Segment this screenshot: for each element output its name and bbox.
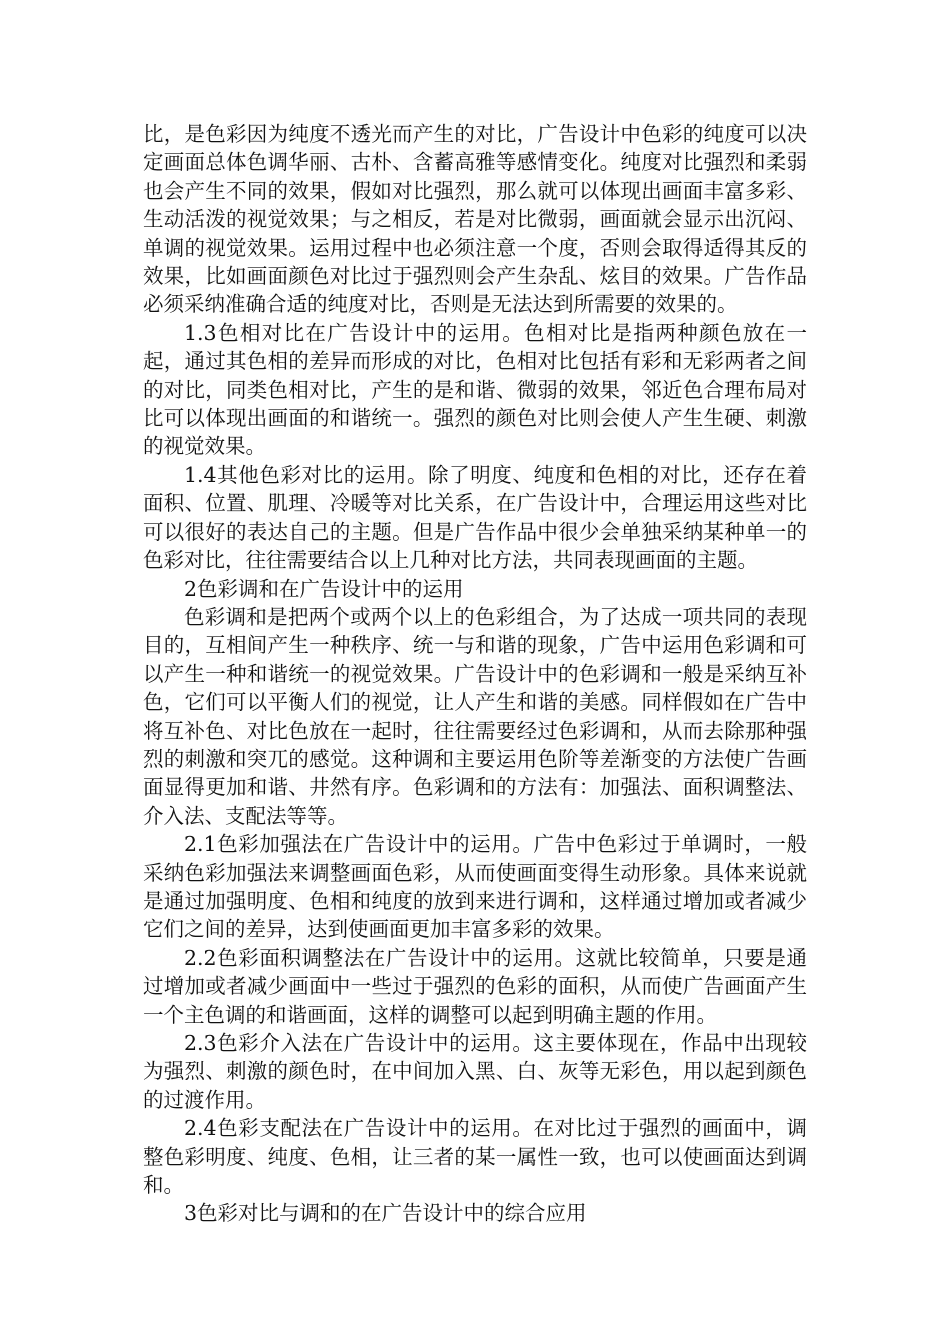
section-heading-combined-application: 3色彩对比与调和的在广告设计中的综合应用 (184, 1201, 587, 1226)
paragraph-enhancement-method: 2.1色彩加强法在广告设计中的运用。广告中色彩过于单调时，一般采纳色彩加强法来调整画面色彩，从而使画面变得生动形象。具体来说就是通过加强明度、色相和纯度的放到来进行调和，这样通过增加或者减少它们之间的差异，达到使画面更加丰富多彩的效果。 (143, 832, 807, 942)
paragraph-color-harmony: 色彩调和是把两个或两个以上的色彩组合，为了达成一项共同的表现目的，互相间产生一种秩序、统一与和谐的现象，广告中运用色彩调和可以产生一种和谐统一的视觉效果。广告设计中的色彩调和一般是采纳互补色，它们可以平衡人们的视觉，让人产生和谐的美感。同样假如在广告中将互补色、对比色放在一起时，往往需要经过色彩调和，从而去除那种强烈的刺激和突兀的感觉。这种调和主要运用色阶等差渐变的方法使广告画面显得更加和谐、井然有序。色彩调和的方法有：加强法、面积调整法、介入法、支配法等等。 (143, 604, 807, 828)
paragraph-hue-contrast: 1.3色相对比在广告设计中的运用。色相对比是指两种颜色放在一起，通过其色相的差异而形成的对比，色相对比包括有彩和无彩两者之间的对比，同类色相对比，产生的是和谐、微弱的效果，邻近色合理布局对比可以体现出画面的和谐统一。强烈的颜色对比则会使人产生生硬、刺激的视觉效果。 (143, 320, 807, 459)
paragraph-area-adjustment: 2.2色彩面积调整法在广告设计中的运用。这就比较简单，只要是通过增加或者减少画面中一些过于强烈的色彩的面积，从而使广告画面产生一个主色调的和谐画面，这样的调整可以起到明确主题的作用。 (143, 945, 807, 1027)
paragraph-dominance-method: 2.4色彩支配法在广告设计中的运用。在对比过于强烈的画面中，调整色彩明度、纯度、色相，让三者的某一属性一致，也可以使画面达到调和。 (143, 1116, 807, 1198)
document-body (143, 120, 807, 1228)
section-heading-color-harmony: 2色彩调和在广告设计中的运用 (184, 576, 464, 601)
paragraph-intervention-method: 2.3色彩介入法在广告设计中的运用。这主要体现在，作品中出现较为强烈、刺激的颜色时，在中间加入黑、白、灰等无彩色，用以起到颜色的过渡作用。 (143, 1031, 807, 1112)
paragraph-other-contrast: 1.4其他色彩对比的运用。除了明度、纯度和色相的对比，还存在着面积、位置、肌理、冷暖等对比关系，在广告设计中，合理运用这些对比可以很好的表达自己的主题。但是广告作品中很少会单独采纳某种单一的色彩对比，往往需要结合以上几种对比方法，共同表现画面的主题。 (143, 462, 807, 573)
paragraph-purity-contrast: 比，是色彩因为纯度不透光而产生的对比，广告设计中色彩的纯度可以决定画面总体色调华丽、古朴、含蓄高雅等感情变化。纯度对比强烈和柔弱也会产生不同的效果，假如对比强烈，那么就可以体现出画面丰富多彩、生动活泼的视觉效果；与之相反，若是对比微弱，画面就会显示出沉闷、单调的视觉效果。运用过程中也必须注意一个度，否则会取得适得其反的效果，比如画面颜色对比过于强烈则会产生杂乱、炫目的效果。广告作品必须采纳准确合适的纯度对比，否则是无法达到所需要的效果的。 (143, 122, 807, 317)
